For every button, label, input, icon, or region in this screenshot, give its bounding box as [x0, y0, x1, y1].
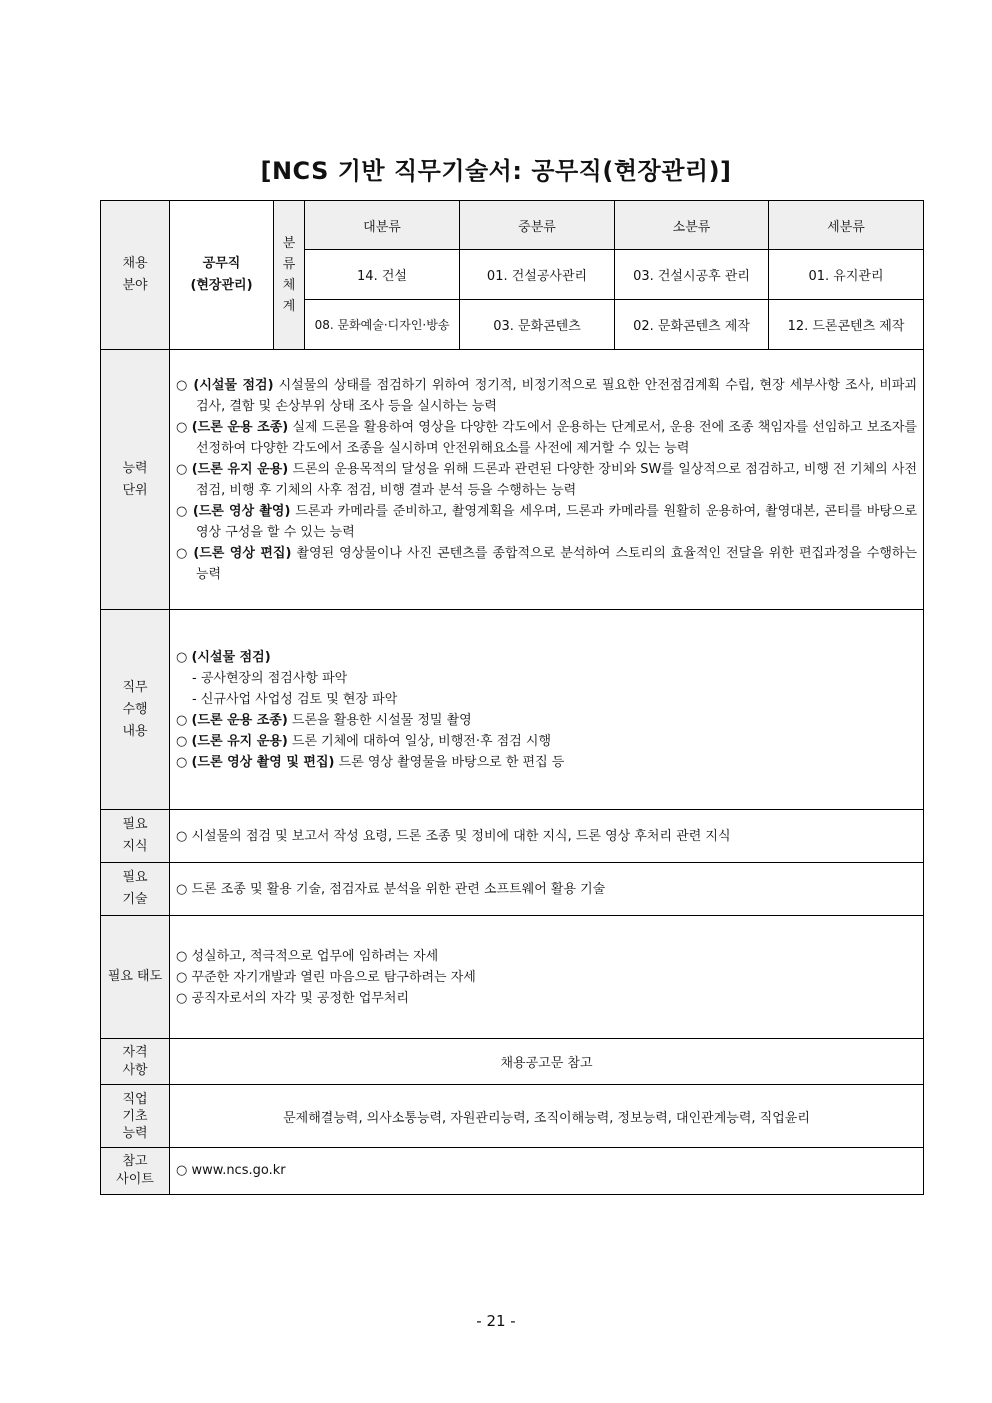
bullet-icon: ○ — [176, 754, 188, 770]
basic-ability-content: 문제해결능력, 의사소통능력, 자원관리능력, 조직이해능력, 정보능력, 대인관계능력, 직업윤리 — [170, 1085, 924, 1148]
knowledge-label — [101, 810, 170, 863]
document-title: [NCS 기반 직무기술서: 공무직(현장관리)] — [260, 157, 732, 185]
header-detail: 세분류 — [769, 201, 924, 250]
knowledge-label-line2: 지식 — [122, 839, 148, 854]
duty-item — [176, 710, 917, 731]
attitude-content — [170, 916, 924, 1039]
reference-label-line1: 참고 — [122, 1154, 148, 1169]
basic-ability-label-line: 기초 — [122, 1108, 148, 1124]
job-description-table — [100, 200, 924, 1195]
duty-item — [176, 731, 917, 752]
skills-content — [170, 863, 924, 916]
duties-label-line: 수행 — [122, 701, 148, 717]
bullet-icon: ○ — [176, 377, 189, 393]
basic-ability-label — [101, 1085, 170, 1148]
attitude-item-text: 공직자로서의 자각 및 공정한 업무처리 — [191, 990, 409, 1006]
ability-item-head: (시설물 점검) — [193, 377, 274, 393]
class-row2-minor: 02. 문화콘텐츠 제작 — [615, 300, 769, 350]
ability-item-head: (드론 유지 운용) — [191, 461, 289, 477]
duties-label-line: 직무 — [122, 679, 148, 695]
duties-content — [170, 610, 924, 810]
class-row2-detail: 12. 드론콘텐츠 제작 — [769, 300, 924, 350]
reference-label-line2: 사이트 — [116, 1172, 154, 1187]
duty-subitem: - 신규사업 사업성 검토 및 현장 파악 — [192, 691, 398, 707]
class-row1-major: 14. 건설 — [305, 250, 460, 300]
qualification-label-line2: 사항 — [122, 1062, 148, 1078]
bullet-icon: ○ — [176, 712, 188, 728]
bullet-icon: ○ — [176, 969, 188, 985]
bullet-icon: ○ — [176, 990, 188, 1006]
ability-item-text: 드론의 운용목적의 달성을 위해 드론과 관련된 다양한 장비와 SW를 일상적으로 점검하고, 비행 전 기체의 사전 점검, 비행 후 기체의 사후 점검, 비행 결과 분석 등을 수행하는 능력 — [196, 461, 917, 498]
attitude-label: 필요 태도 — [101, 916, 170, 1039]
job-name-cell — [170, 201, 274, 350]
duty-item-head: (드론 유지 운용) — [191, 733, 288, 749]
skills-text: 드론 조종 및 활용 기술, 점검자료 분석을 위한 관련 소프트웨어 활용 기술 — [191, 881, 606, 897]
ability-item — [176, 375, 917, 417]
ability-unit-label-line2: 단위 — [122, 482, 148, 498]
system-label-char: 분 — [282, 236, 296, 251]
ability-item-text: 시설물의 상태를 점검하기 위하여 정기적, 비정기적으로 필요한 안전점검계획 수립, 현장 세부사항 조사, 비파괴 검사, 결함 및 손상부위 상태 조사 등을 실시하는 능력 — [196, 377, 918, 414]
ability-item-head: (드론 영상 촬영) — [192, 503, 291, 519]
class-row2-middle: 03. 문화콘텐츠 — [460, 300, 615, 350]
system-label-char: 계 — [282, 299, 296, 314]
attitude-item — [176, 988, 917, 1009]
ability-item — [176, 417, 917, 459]
ability-item-text: 드론과 카메라를 준비하고, 촬영계획을 세우며, 드론과 카메라를 원활히 운용하여, 촬영대본, 콘티를 바탕으로 영상 구성을 할 수 있는 능력 — [196, 503, 918, 540]
duty-item-text: 드론을 활용한 시설물 정밀 촬영 — [287, 712, 472, 728]
class-row2-major: 08. 문화예술·디자인·방송 — [305, 300, 460, 350]
bullet-icon: ○ — [176, 881, 188, 897]
page-number: - 21 - — [476, 1312, 516, 1330]
skills-label-line2: 기술 — [122, 892, 148, 907]
reference-content — [170, 1148, 924, 1195]
attitude-item — [176, 967, 917, 988]
ability-item — [176, 543, 917, 585]
ability-item — [176, 501, 917, 543]
bullet-icon: ○ — [176, 828, 188, 844]
attitude-item — [176, 946, 917, 967]
duty-item-head: (시설물 점검) — [191, 649, 271, 665]
field-label-cell — [101, 201, 170, 350]
header-minor: 소분류 — [615, 201, 769, 250]
bullet-icon: ○ — [176, 948, 188, 964]
bullet-icon: ○ — [176, 649, 188, 665]
bullet-icon: ○ — [176, 1163, 188, 1178]
bullet-icon: ○ — [176, 461, 188, 477]
attitude-item-text: 성실하고, 적극적으로 업무에 임하려는 자세 — [191, 948, 439, 964]
bullet-icon: ○ — [176, 503, 189, 519]
reference-link[interactable]: www.ncs.go.kr — [191, 1163, 286, 1178]
class-row1-minor: 03. 건설시공후 관리 — [615, 250, 769, 300]
basic-ability-label-line: 능력 — [122, 1125, 148, 1141]
class-row1-detail: 01. 유지관리 — [769, 250, 924, 300]
qualification-label-line1: 자격 — [122, 1044, 148, 1060]
qualification-label — [101, 1039, 170, 1085]
header-middle: 중분류 — [460, 201, 615, 250]
skills-label — [101, 863, 170, 916]
qualification-content: 채용공고문 참고 — [170, 1039, 924, 1085]
knowledge-label-line1: 필요 — [122, 817, 148, 832]
class-row1-middle: 01. 건설공사관리 — [460, 250, 615, 300]
duty-item-text: 드론 영상 촬영물을 바탕으로 한 편집 등 — [334, 754, 565, 770]
knowledge-text: 시설물의 점검 및 보고서 작성 요령, 드론 조종 및 정비에 대한 지식, 드론 영상 후처리 관련 지식 — [191, 828, 731, 844]
job-name-line2: (현장관리) — [190, 278, 253, 293]
bullet-icon: ○ — [176, 733, 188, 749]
duties-label — [101, 610, 170, 810]
duty-subitem: - 공사현장의 점검사항 파악 — [192, 670, 348, 686]
basic-ability-label-line: 직업 — [122, 1091, 148, 1107]
skills-label-line1: 필요 — [122, 870, 148, 885]
ability-item-text: 촬영된 영상물이나 사진 콘텐츠를 종합적으로 분석하여 스토리의 효율적인 전달을 위한 편집과정을 수행하는 능력 — [196, 545, 918, 582]
system-label-char: 류 — [282, 257, 296, 272]
system-label-char: 체 — [282, 278, 296, 293]
duty-item — [176, 752, 917, 773]
header-major: 대분류 — [305, 201, 460, 250]
ability-item — [176, 459, 917, 501]
duty-item-head: (드론 영상 촬영 및 편집) — [191, 754, 335, 770]
system-label-cell — [274, 201, 305, 350]
duty-item-head: (드론 운용 조종) — [191, 712, 288, 728]
field-label-line1: 채용 — [122, 256, 148, 271]
job-name-line1: 공무직 — [202, 256, 241, 271]
ability-item-head: (드론 운용 조종) — [191, 419, 289, 435]
duty-item-text: 드론 기체에 대하여 일상, 비행전·후 점검 시행 — [287, 733, 552, 749]
reference-label — [101, 1148, 170, 1195]
ability-item-head: (드론 영상 편집) — [193, 545, 292, 561]
ability-unit-label — [101, 350, 170, 610]
knowledge-content — [170, 810, 924, 863]
attitude-item-text: 꾸준한 자기개발과 열린 마음으로 탐구하려는 자세 — [191, 969, 476, 985]
duty-item — [176, 647, 917, 668]
ability-unit-content — [170, 350, 924, 610]
ability-unit-label-line1: 능력 — [122, 460, 148, 476]
duties-label-line: 내용 — [122, 723, 148, 739]
field-label-line2: 분야 — [122, 278, 148, 293]
ability-item-text: 실제 드론을 활용하여 영상을 다양한 각도에서 운용하는 단계로서, 운용 전에 조종 책임자를 선임하고 보조자를 선정하여 다양한 각도에서 조종을 실시하며 안전위해요소를 사전에 제거할 수 있는 능력 — [196, 419, 917, 456]
bullet-icon: ○ — [176, 419, 188, 435]
bullet-icon: ○ — [176, 545, 189, 561]
